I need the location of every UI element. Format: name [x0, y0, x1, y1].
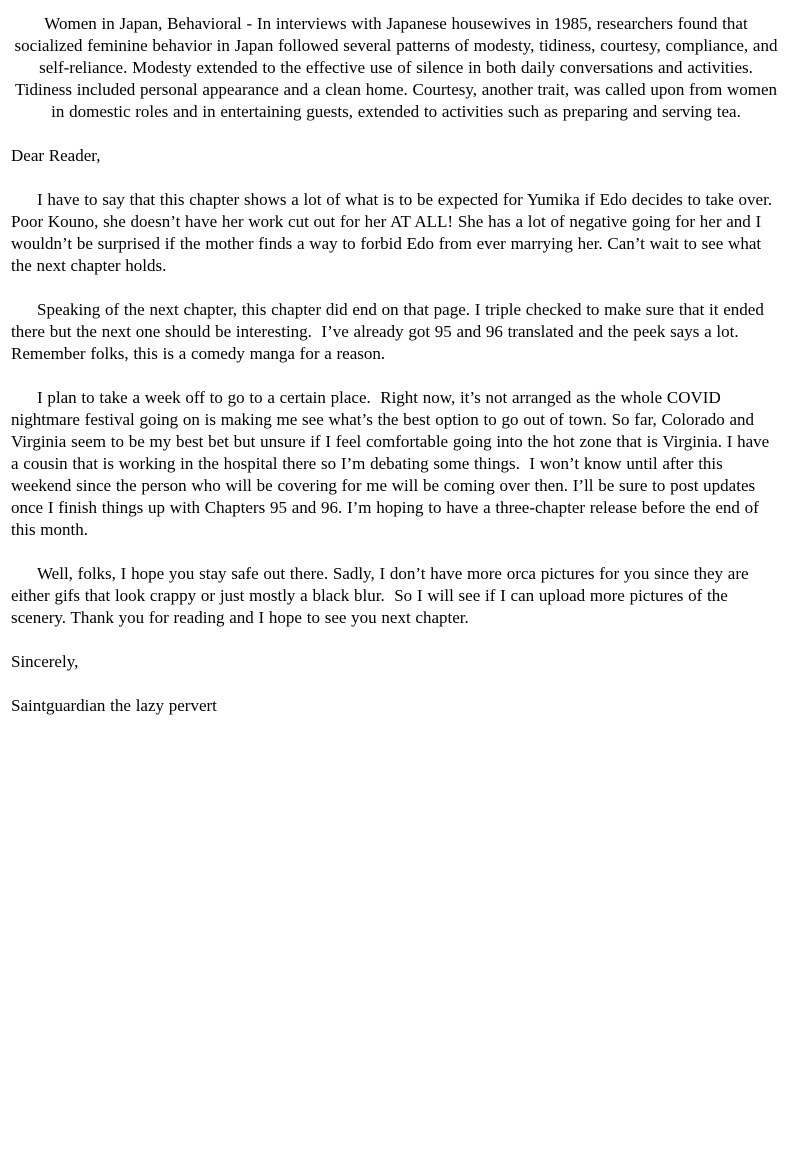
salutation: Dear Reader,: [11, 146, 101, 165]
body-paragraph: Well, folks, I hope you stay safe out there. Sadly, I don’t have more orca pictures for you since they are either gifs that look crappy or just mostly a black blur. So I will see if I can upload more pictures of the scenery. Thank you for reading and I hope to see you next chapter.: [11, 564, 754, 627]
body-paragraph: I plan to take a week off to go to a certain place. Right now, it’s not arranged as the whole COVID nightmare festival going on is making me see what’s the best option to go out of town. So far, Colorado and Virginia seem to be my best bet but unsure if I feel comfortable going into the hot zone that is Virginia. I have a cousin that is working in the hospital there so I’m debating some things. I won’t know until after this weekend since the person who will be covering for me will be coming over then. I’ll be sure to post updates once I finish things up with Chapters 95 and 96. I’m hoping to have a three-chapter release before the end of this month.: [11, 388, 774, 539]
body-paragraph: I have to say that this chapter shows a lot of what is to be expected for Yumika if Edo decides to take over. Poor Kouno, she doesn’t have her work cut out for her AT ALL! She has a lot of negative going for her and I wouldn’t be surprised if the mother finds a way to forbid Edo from ever marrying her. Can’t wait to see what the next chapter holds.: [11, 190, 782, 275]
body-paragraph: Speaking of the next chapter, this chapter did end on that page. I triple checked to make sure that it ended there but the next one should be interesting. I’ve already got 95 and 96 translated and the peek says a lot. Remember folks, this is a comedy manga for a reason.: [11, 300, 769, 363]
closing: Sincerely,: [11, 652, 79, 671]
signature: Saintguardian the lazy pervert: [11, 696, 217, 715]
header-paragraph: Women in Japan, Behavioral - In interviews with Japanese housewives in 1985, researchers found that socialized feminine behavior in Japan followed several patterns of modesty, tidiness, courtesy, compliance, and self-reliance. Modesty extended to the effective use of silence in both daily conversations and activities. Tidiness included personal appearance and a clean home. Courtesy, another trait, was called upon from women in domestic roles and in entertaining guests, extended to activities such as preparing and serving tea.: [14, 14, 783, 121]
